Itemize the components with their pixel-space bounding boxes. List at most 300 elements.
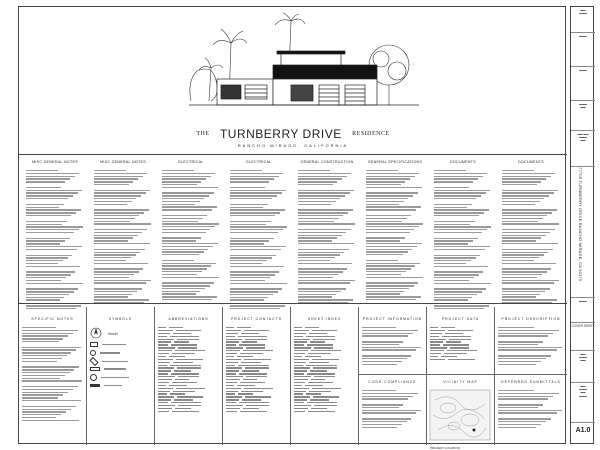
text-line xyxy=(366,263,420,264)
text-line xyxy=(26,170,58,171)
text-line xyxy=(26,277,66,278)
notes-column xyxy=(363,158,427,302)
text-line xyxy=(230,257,272,258)
text-line xyxy=(502,221,538,222)
text-line xyxy=(162,277,219,278)
text-line xyxy=(22,406,76,407)
text-line xyxy=(162,218,203,219)
title-suffix: RESIDENCE xyxy=(352,130,390,137)
abbreviations-panel xyxy=(155,307,223,445)
text-line xyxy=(298,173,351,174)
text-line xyxy=(502,176,551,177)
text-line xyxy=(298,192,350,193)
text-row xyxy=(294,399,355,400)
text-row xyxy=(226,344,287,345)
text-line xyxy=(230,229,283,230)
text-line xyxy=(366,246,417,247)
project-description-panel xyxy=(495,307,567,375)
code-compliance-panel xyxy=(359,375,427,445)
text-line xyxy=(230,291,278,292)
text-row xyxy=(294,379,355,380)
text-row xyxy=(158,408,219,409)
revision-cell: ▬▬▬ ▬▬ xyxy=(571,101,595,131)
text-line xyxy=(26,221,67,222)
panel-text-block xyxy=(22,327,83,425)
text-line xyxy=(94,215,139,216)
vicinity-label: PROJECT LOCATION xyxy=(430,446,460,450)
text-line xyxy=(230,173,283,174)
text-line xyxy=(94,299,149,300)
text-line xyxy=(162,181,201,182)
text-line xyxy=(498,341,543,342)
text-line xyxy=(162,223,219,224)
text-line xyxy=(22,411,66,412)
text-row xyxy=(294,359,355,360)
panel-text-block xyxy=(498,390,564,432)
notes-heading: GENERAL SPECIFICATIONS xyxy=(367,160,423,164)
text-line xyxy=(230,283,287,284)
text-line xyxy=(298,249,349,250)
text-line xyxy=(366,240,400,241)
text-line xyxy=(502,232,550,233)
text-line xyxy=(434,238,478,239)
text-row xyxy=(294,347,355,348)
text-line xyxy=(162,192,214,193)
text-line xyxy=(230,271,279,272)
text-line xyxy=(502,218,543,219)
general-notes xyxy=(19,158,567,304)
text-line xyxy=(498,330,559,331)
text-row xyxy=(158,370,219,371)
text-line xyxy=(22,347,81,348)
text-line xyxy=(362,344,399,345)
text-row xyxy=(430,356,491,357)
text-line xyxy=(26,226,83,227)
text-row xyxy=(226,347,287,348)
text-line xyxy=(26,266,80,267)
text-row xyxy=(226,388,287,389)
text-line xyxy=(230,209,285,210)
text-row xyxy=(294,362,355,363)
text-row xyxy=(158,330,219,331)
text-line xyxy=(162,170,194,171)
text-line xyxy=(366,204,399,205)
text-line xyxy=(94,249,145,250)
text-line xyxy=(94,178,138,179)
text-line xyxy=(434,260,471,261)
text-row xyxy=(294,344,355,345)
door-symbol-icon xyxy=(90,374,97,381)
notes-column xyxy=(227,158,291,302)
text-line xyxy=(498,344,538,345)
text-line xyxy=(26,243,60,244)
text-line xyxy=(94,294,132,295)
text-line xyxy=(434,257,476,258)
text-line xyxy=(230,207,263,208)
text-row xyxy=(226,336,287,337)
text-line xyxy=(230,170,262,171)
panel-text-block xyxy=(158,327,219,412)
issue-cell: ▬▬ ▬▬ ▬▬▬ ▬▬ xyxy=(571,131,595,167)
text-row xyxy=(294,333,355,334)
text-line xyxy=(26,283,83,284)
sheet-title-cell xyxy=(571,323,595,351)
text-line xyxy=(22,392,68,393)
text-row xyxy=(226,350,287,351)
panel-heading: VICINITY MAP xyxy=(443,380,478,384)
text-line xyxy=(162,240,196,241)
notes-text-block xyxy=(366,170,424,305)
text-row xyxy=(226,373,287,374)
text-line xyxy=(94,173,147,174)
text-line xyxy=(362,410,421,411)
text-line xyxy=(230,212,280,213)
text-line xyxy=(502,257,539,258)
text-line xyxy=(230,187,265,188)
text-line xyxy=(502,280,559,281)
text-line xyxy=(94,184,129,185)
notes-heading: DOCUMENTS xyxy=(518,160,544,164)
text-line xyxy=(366,265,415,266)
text-line xyxy=(434,271,483,272)
drawn-by-cell: ▬▬ ▬▬▬ ▬▬ xyxy=(571,351,595,383)
text-line xyxy=(162,226,215,227)
text-line xyxy=(94,243,150,244)
wall-symbol-icon xyxy=(90,384,100,387)
text-line xyxy=(162,206,217,207)
text-line xyxy=(162,198,204,199)
text-row xyxy=(158,336,219,337)
text-line xyxy=(162,243,218,244)
text-line xyxy=(502,184,537,185)
text-line xyxy=(162,232,206,233)
text-line xyxy=(26,271,75,272)
text-row xyxy=(430,353,491,354)
text-line xyxy=(26,263,58,264)
text-row xyxy=(158,411,219,412)
text-line xyxy=(94,232,142,233)
text-line xyxy=(366,293,400,294)
notes-text-block xyxy=(434,170,492,309)
text-line xyxy=(22,327,56,328)
text-line xyxy=(498,358,546,359)
text-line xyxy=(298,232,346,233)
text-line xyxy=(434,212,484,213)
text-row xyxy=(294,396,355,397)
text-line xyxy=(434,280,469,281)
text-line xyxy=(434,221,475,222)
text-row xyxy=(158,362,219,363)
text-line xyxy=(502,243,558,244)
text-row xyxy=(294,370,355,371)
text-row xyxy=(294,350,355,351)
text-line xyxy=(26,195,73,196)
text-line xyxy=(362,427,397,428)
text-line xyxy=(230,192,282,193)
text-line xyxy=(366,260,398,261)
text-row xyxy=(430,339,491,340)
text-line xyxy=(22,378,60,379)
text-line xyxy=(26,173,79,174)
text-line xyxy=(502,296,536,297)
text-line xyxy=(26,176,75,177)
text-line xyxy=(502,277,537,278)
text-line xyxy=(22,352,71,353)
north-label: North xyxy=(108,330,118,336)
text-line xyxy=(298,271,343,272)
text-line xyxy=(366,215,411,216)
text-line xyxy=(434,232,482,233)
text-line xyxy=(230,243,264,244)
text-row xyxy=(158,333,219,334)
text-line xyxy=(94,254,136,255)
text-row xyxy=(294,402,355,403)
text-line xyxy=(434,187,469,188)
text-line xyxy=(434,190,490,191)
text-line xyxy=(434,299,468,300)
text-line xyxy=(362,341,403,342)
text-line xyxy=(502,237,541,238)
vicinity-map-panel xyxy=(427,375,495,450)
text-line xyxy=(498,393,559,394)
text-line xyxy=(434,243,468,244)
front-elevation-drawing xyxy=(169,13,439,117)
text-line xyxy=(298,184,333,185)
section-symbol-icon xyxy=(90,342,98,347)
text-line xyxy=(366,274,401,275)
text-line xyxy=(162,209,212,210)
vicinity-map xyxy=(430,390,490,440)
text-line xyxy=(434,181,473,182)
text-line xyxy=(298,299,353,300)
text-line xyxy=(366,271,406,272)
text-line xyxy=(26,274,71,275)
text-line xyxy=(230,249,281,250)
text-line xyxy=(366,221,402,222)
scale-cell: ▬▬ ▬▬▬ ▬▬ ▬▬▬ xyxy=(571,383,595,423)
title-main: TURNBERRY DRIVE xyxy=(219,126,342,141)
text-line xyxy=(362,393,418,394)
text-line xyxy=(162,229,210,230)
text-line xyxy=(366,170,398,171)
text-line xyxy=(162,187,218,188)
text-row xyxy=(430,344,491,345)
text-line xyxy=(298,178,342,179)
text-line xyxy=(298,212,348,213)
text-line xyxy=(298,252,344,253)
text-line xyxy=(502,190,558,191)
text-line xyxy=(366,268,411,269)
text-line xyxy=(26,280,61,281)
panel-text-block xyxy=(226,327,287,412)
text-line xyxy=(366,209,416,210)
text-line xyxy=(498,390,534,391)
panel-text-block xyxy=(362,327,423,369)
text-row xyxy=(294,411,355,412)
text-line xyxy=(26,288,78,289)
text-line xyxy=(502,204,535,205)
text-line xyxy=(230,260,267,261)
text-line xyxy=(298,170,330,171)
text-line xyxy=(502,209,557,210)
text-line xyxy=(298,296,332,297)
text-line xyxy=(362,412,416,413)
text-row xyxy=(294,356,355,357)
text-line xyxy=(26,294,69,295)
text-line xyxy=(26,297,64,298)
text-line xyxy=(94,271,139,272)
text-row xyxy=(158,347,219,348)
text-line xyxy=(298,190,354,191)
text-line xyxy=(498,396,553,397)
text-line xyxy=(26,238,70,239)
notes-text-block xyxy=(502,170,560,308)
text-row xyxy=(158,399,219,400)
text-line xyxy=(502,249,553,250)
text-line xyxy=(434,209,489,210)
text-line xyxy=(22,335,68,336)
panel-heading: PROJECT DESCRIPTION xyxy=(501,317,561,321)
text-line xyxy=(366,218,407,219)
text-row xyxy=(294,330,355,331)
text-line xyxy=(498,410,562,411)
text-row xyxy=(158,382,219,383)
text-row xyxy=(158,367,219,368)
sheet-number: A1.0 xyxy=(575,427,591,434)
text-line xyxy=(22,409,71,410)
text-row xyxy=(158,356,219,357)
text-line xyxy=(502,291,545,292)
text-line xyxy=(94,235,138,236)
text-line xyxy=(362,349,416,350)
notes-text-block xyxy=(94,170,152,308)
text-line xyxy=(94,209,149,210)
text-line xyxy=(434,297,472,298)
text-line xyxy=(366,299,416,300)
text-line xyxy=(230,195,277,196)
firm-cell: ▬▬ ▬▬▬ xyxy=(571,7,595,33)
text-line xyxy=(366,201,404,202)
text-row xyxy=(158,359,219,360)
text-line xyxy=(26,209,81,210)
text-line xyxy=(162,296,217,297)
text-row xyxy=(226,365,287,366)
notes-text-block xyxy=(230,170,288,309)
text-line xyxy=(94,229,147,230)
text-line xyxy=(434,224,470,225)
text-line xyxy=(498,333,553,334)
text-line xyxy=(434,277,474,278)
text-line xyxy=(94,260,126,261)
text-line xyxy=(434,178,478,179)
text-line xyxy=(26,291,74,292)
text-line xyxy=(498,407,538,408)
text-row xyxy=(226,396,287,397)
text-row xyxy=(294,405,355,406)
text-line xyxy=(434,294,477,295)
notes-heading: ELECTRICAL xyxy=(246,160,272,164)
detail-symbol-icon xyxy=(90,350,96,356)
notes-heading: ELECTRICAL xyxy=(178,160,204,164)
text-line xyxy=(434,291,482,292)
text-line xyxy=(366,243,422,244)
text-line xyxy=(298,282,350,283)
text-line xyxy=(366,176,415,177)
text-line xyxy=(502,252,548,253)
text-line xyxy=(162,201,200,202)
text-line xyxy=(298,237,337,238)
text-line xyxy=(502,260,534,261)
text-line xyxy=(94,302,144,303)
text-line xyxy=(230,190,286,191)
text-row xyxy=(158,393,219,394)
elevation-symbol-icon xyxy=(89,357,98,366)
text-line xyxy=(362,364,397,365)
text-line xyxy=(434,215,479,216)
text-line xyxy=(498,404,543,405)
text-line xyxy=(162,260,194,261)
panel-text-block xyxy=(430,327,491,360)
text-line xyxy=(298,221,334,222)
text-line xyxy=(22,338,63,339)
text-row xyxy=(294,339,355,340)
text-line xyxy=(162,271,202,272)
project-contacts-panel xyxy=(223,307,291,445)
text-line xyxy=(366,288,409,289)
text-row xyxy=(294,388,355,389)
text-line xyxy=(298,243,354,244)
text-row xyxy=(158,339,219,340)
text-line xyxy=(502,282,554,283)
text-line xyxy=(362,358,407,359)
text-line xyxy=(498,364,536,365)
text-line xyxy=(94,277,129,278)
text-line xyxy=(366,198,408,199)
text-line xyxy=(94,201,132,202)
panel-text-block xyxy=(294,327,355,412)
text-line xyxy=(298,223,355,224)
project-address-vertical: 77705 TURNBERRY DRIVE RANCHO MIRAGE, CA 92270 xyxy=(578,167,583,282)
text-line xyxy=(366,251,408,252)
text-line xyxy=(502,201,540,202)
text-row xyxy=(226,411,287,412)
text-line xyxy=(498,427,536,428)
text-row xyxy=(158,391,219,392)
text-line xyxy=(502,302,552,303)
project-info-panels xyxy=(19,307,567,450)
text-line xyxy=(22,358,62,359)
notes-text-block xyxy=(298,170,356,308)
notes-column xyxy=(295,158,359,302)
text-line xyxy=(22,380,82,381)
text-line xyxy=(362,390,396,391)
text-line xyxy=(22,330,78,331)
text-row xyxy=(226,353,287,354)
text-row xyxy=(294,393,355,394)
text-line xyxy=(94,170,126,171)
text-line xyxy=(22,333,73,334)
text-row xyxy=(226,376,287,377)
text-line xyxy=(26,190,82,191)
text-row xyxy=(294,365,355,366)
text-row xyxy=(430,330,491,331)
text-row xyxy=(158,405,219,406)
text-line xyxy=(230,280,265,281)
text-row xyxy=(294,391,355,392)
text-line xyxy=(230,178,274,179)
text-row xyxy=(226,385,287,386)
text-line xyxy=(22,361,57,362)
